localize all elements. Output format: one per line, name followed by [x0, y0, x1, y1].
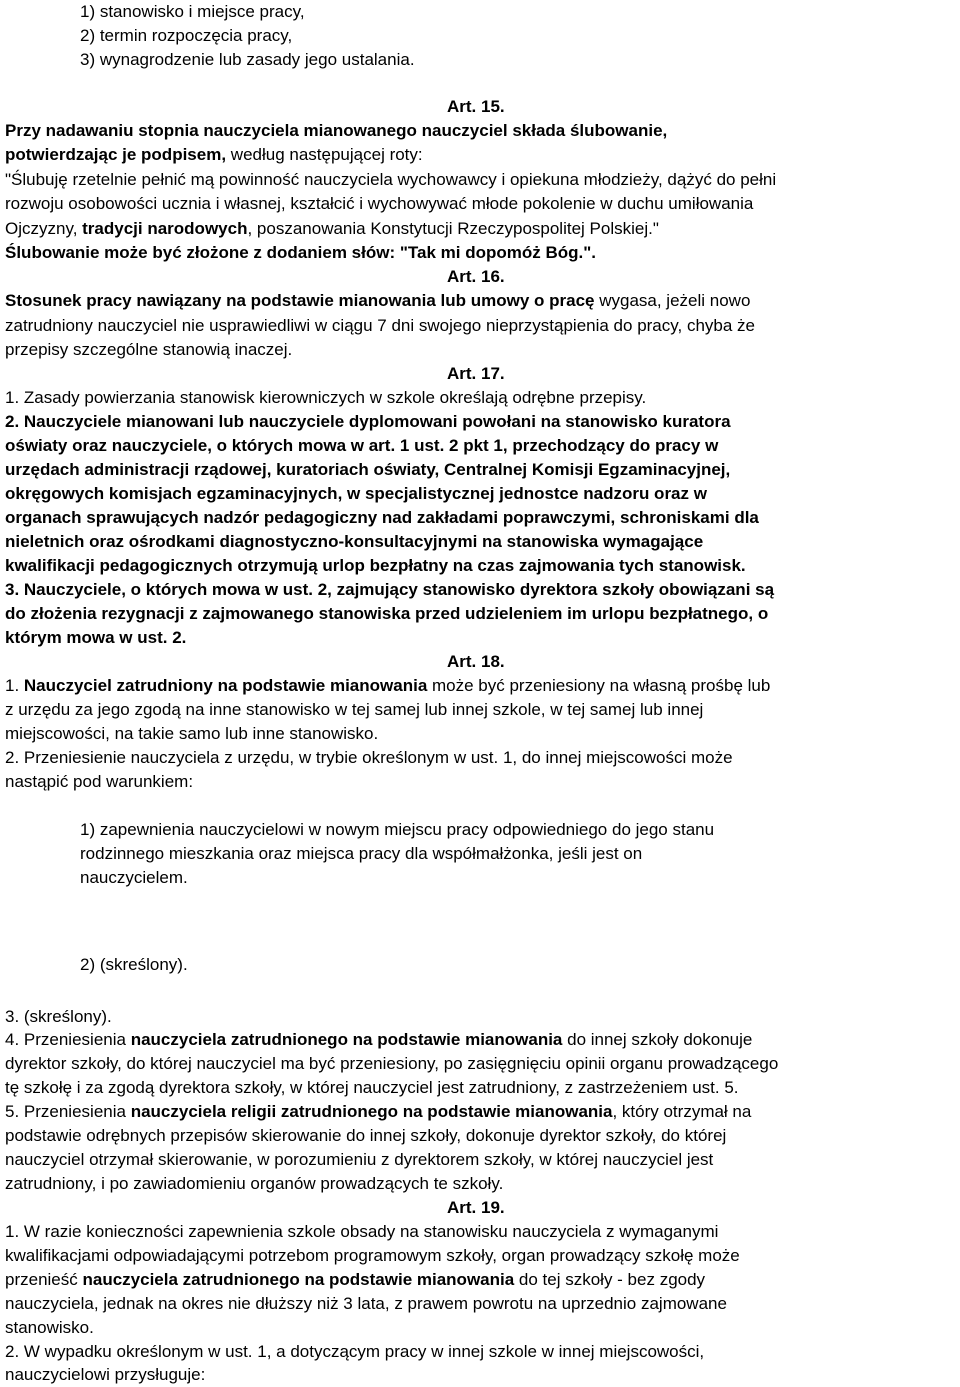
text: według następującej roty:: [226, 145, 423, 164]
bold-text: kwalifikacji pedagogicznych otrzymują urlop bezpłatny na czas zajmowania tych stanowisk.: [5, 556, 746, 575]
text-line: [5, 554, 746, 578]
text: 2. Przeniesienie nauczyciela z urzędu, w trybie określonym w ust. 1, do innej miejscowości może: [5, 748, 733, 767]
text: 1. Zasady powierzania stanowisk kierowniczych w szkole określają odrębne przepisy.: [5, 388, 647, 407]
text: 2. W wypadku określonym w ust. 1, a dotyczącym pracy w innej szkole w innej miejscowości,: [5, 1342, 705, 1361]
text: do innej szkoły dokonuje: [562, 1030, 753, 1049]
text-line: [5, 530, 703, 554]
text-line: [5, 1124, 726, 1148]
text: rodzinnego mieszkania oraz miejsca pracy dla współmałżonka, jeśli jest on: [80, 844, 643, 863]
bold-text: Nauczyciele mianowani lub nauczyciele dyplomowani powołani na stanowisko kuratora: [23, 412, 731, 431]
text: , który otrzymał na: [612, 1102, 752, 1121]
bold-text: Ślubowanie może być złożone z dodaniem słów: "Tak mi dopomóż Bóg.".: [5, 243, 597, 262]
text-line: [5, 698, 703, 722]
text-line: [5, 602, 768, 626]
text-line: [5, 674, 770, 698]
text-line: [5, 168, 776, 192]
bold-text: do złożenia rezygnacji z zajmowanego stanowiska przed udzieleniem im urlopu bezpłatnego, o: [5, 604, 769, 623]
text: Ojczyzny,: [5, 219, 83, 238]
bold-text: Art. 18.: [447, 652, 505, 671]
text: do tej szkoły - bez zgody: [514, 1270, 706, 1289]
text-line: [80, 0, 305, 24]
text-line: [5, 1100, 751, 1124]
text: z urzędu za jego zgodą na inne stanowisko w tej samej lub innej szkole, w tej samej lub innej: [5, 700, 704, 719]
text-line: [5, 482, 707, 506]
text-line: [5, 192, 753, 216]
text: 2) (skreślony).: [80, 955, 188, 974]
bold-text: organach sprawujących nadzór pedagogiczny nad zakładami poprawczymi, schroniskami dla: [5, 508, 759, 527]
bold-text: potwierdzając je podpisem,: [5, 145, 227, 164]
text: przepisy szczególne stanowią inaczej.: [5, 340, 293, 359]
text-line: [5, 289, 750, 313]
text-line: [5, 143, 423, 167]
text: podstawie odrębnych przepisów skierowanie do innej szkoły, dokonuje dyrektor szkoły, do której: [5, 1126, 727, 1145]
text: 1.: [5, 676, 24, 695]
text: 3. (skreślony).: [5, 1007, 112, 1026]
text-line: [80, 818, 714, 842]
text: rozwoju osobowości ucznia i własnej, kształcić i wychowywać młode pokolenie w duchu umiłowania: [5, 194, 754, 213]
text: nauczycielem.: [80, 868, 188, 887]
text-line: [5, 770, 193, 794]
text: zatrudniony nauczyciel nie usprawiedliwi w ciągu 7 dni swojego nieprzystąpienia do pracy, chyba że: [5, 316, 755, 335]
bold-text: Art. 15.: [447, 97, 505, 116]
text: 4. Przeniesienia: [5, 1030, 131, 1049]
text-line: [80, 953, 188, 977]
text-line: [5, 506, 759, 530]
text-line: [5, 1244, 740, 1268]
bold-text: nauczyciela religii zatrudnionego na podstawie mianowania: [130, 1102, 613, 1121]
text-line: [5, 1148, 713, 1172]
text-line: [5, 1340, 704, 1364]
bold-text: Przy nadawaniu stopnia nauczyciela mianowanego nauczyciel składa ślubowanie,: [5, 121, 668, 140]
text: dyrektor szkoły, do której nauczyciel ma być przeniesiony, po zasięgnięciu opinii organu prowadzącego: [5, 1054, 779, 1073]
text-line: [5, 746, 733, 770]
text: kwalifikacjami odpowiadającymi potrzebom programowym szkoły, organ prowadzący szkołę może: [5, 1246, 740, 1265]
text-line: [5, 1363, 205, 1387]
text-line: [5, 722, 378, 746]
text-line: [5, 578, 774, 602]
text: przenieść: [5, 1270, 83, 1289]
text-line: [5, 241, 596, 265]
text-line: [5, 1172, 503, 1196]
bold-text: 3. Nauczyciele, o których mowa w ust. 2, zajmujący stanowisko dyrektora szkoły obowiązani są: [5, 580, 775, 599]
bold-text: którym mowa w ust. 2.: [5, 628, 187, 647]
text: stanowisko.: [5, 1318, 94, 1337]
bold-text: okręgowych komisjach egzaminacyjnych, w specjalistycznej jednostce nadzoru oraz w: [5, 484, 707, 503]
text-line: [447, 95, 505, 119]
text: może być przeniesiony na własną prośbę lub: [427, 676, 771, 695]
text-line: [5, 119, 667, 143]
text: 1) zapewnienia nauczycielowi w nowym miejscu pracy odpowiedniego do jego stanu: [80, 820, 715, 839]
bold-text: Stosunek pracy nawiązany na podstawie mianowania lub umowy o pracę: [5, 291, 595, 310]
bold-text: Art. 17.: [447, 364, 505, 383]
bold-text: 2.: [5, 412, 24, 431]
text: wygasa, jeżeli nowo: [594, 291, 751, 310]
text-line: [447, 650, 505, 674]
bold-text: nauczyciela zatrudnionego na podstawie mianowania: [130, 1030, 563, 1049]
text: nauczycielowi przysługuje:: [5, 1365, 206, 1384]
text: 1. W razie konieczności zapewnienia szkole obsady na stanowisku nauczyciela z wymaganymi: [5, 1222, 719, 1241]
text-line: [5, 338, 292, 362]
text: 3) wynagrodzenie lub zasady jego ustalania.: [80, 50, 415, 69]
text: nauczyciel otrzymał skierowanie, w porozumieniu z dyrektorem szkoły, w której nauczyciel jest: [5, 1150, 714, 1169]
bold-text: oświaty oraz nauczyciele, o których mowa w art. 1 ust. 2 pkt 1, przechodzący do pracy w: [5, 436, 719, 455]
text-line: [447, 1196, 505, 1220]
text-line: [5, 626, 186, 650]
text-line: [80, 842, 642, 866]
text: 2) termin rozpoczęcia pracy,: [80, 26, 293, 45]
bold-text: urzędach administracji rządowej, kuratoriach oświaty, Centralnej Komisji Egzaminacyjnej,: [5, 460, 731, 479]
text-line: [5, 410, 731, 434]
text-line: [80, 48, 415, 72]
text-line: [5, 1268, 705, 1292]
text-line: [5, 1076, 739, 1100]
bold-text: Nauczyciel zatrudniony na podstawie mianowania: [23, 676, 428, 695]
text-line: [447, 265, 505, 289]
bold-text: tradycji narodowych: [82, 219, 248, 238]
text-line: [80, 24, 292, 48]
text-line: [5, 217, 659, 241]
text: tę szkołę i za zgodą dyrektora szkoły, w której nauczyciel jest zatrudniony, z zastrzeżeniem ust. 5.: [5, 1078, 739, 1097]
bold-text: nauczyciela zatrudnionego na podstawie mianowania: [82, 1270, 515, 1289]
text-line: [5, 1052, 778, 1076]
text-line: [447, 362, 505, 386]
text: "Ślubuję rzetelnie pełnić mą powinność nauczyciela wychowawcy i opiekuna młodzieży, dążyć do pełni: [5, 170, 777, 189]
text: miejscowości, na takie samo lub inne stanowisko.: [5, 724, 379, 743]
text-line: [5, 458, 730, 482]
text: 5. Przeniesienia: [5, 1102, 131, 1121]
text: , poszanowania Konstytucji Rzeczypospolitej Polskiej.": [247, 219, 659, 238]
text-line: [5, 1220, 718, 1244]
text-line: [5, 1028, 752, 1052]
text-line: [5, 386, 646, 410]
bold-text: Art. 16.: [447, 267, 505, 286]
text-line: [5, 1292, 727, 1316]
bold-text: Art. 19.: [447, 1198, 505, 1217]
text-line: [5, 434, 718, 458]
text: 1) stanowisko i miejsce pracy,: [80, 2, 305, 21]
text-line: [80, 866, 188, 890]
text: zatrudniony, i po zawiadomieniu organów prowadzących te szkoły.: [5, 1174, 504, 1193]
text-line: [5, 1005, 112, 1029]
text-line: [5, 314, 755, 338]
bold-text: nieletnich oraz ośrodkami diagnostyczno-konsultacyjnymi na stanowiska wymagające: [5, 532, 704, 551]
text: nastąpić pod warunkiem:: [5, 772, 194, 791]
text: nauczyciela, jednak na okres nie dłuższy niż 3 lata, z prawem powrotu na uprzednio zajmowane: [5, 1294, 727, 1313]
text-line: [5, 1316, 94, 1340]
